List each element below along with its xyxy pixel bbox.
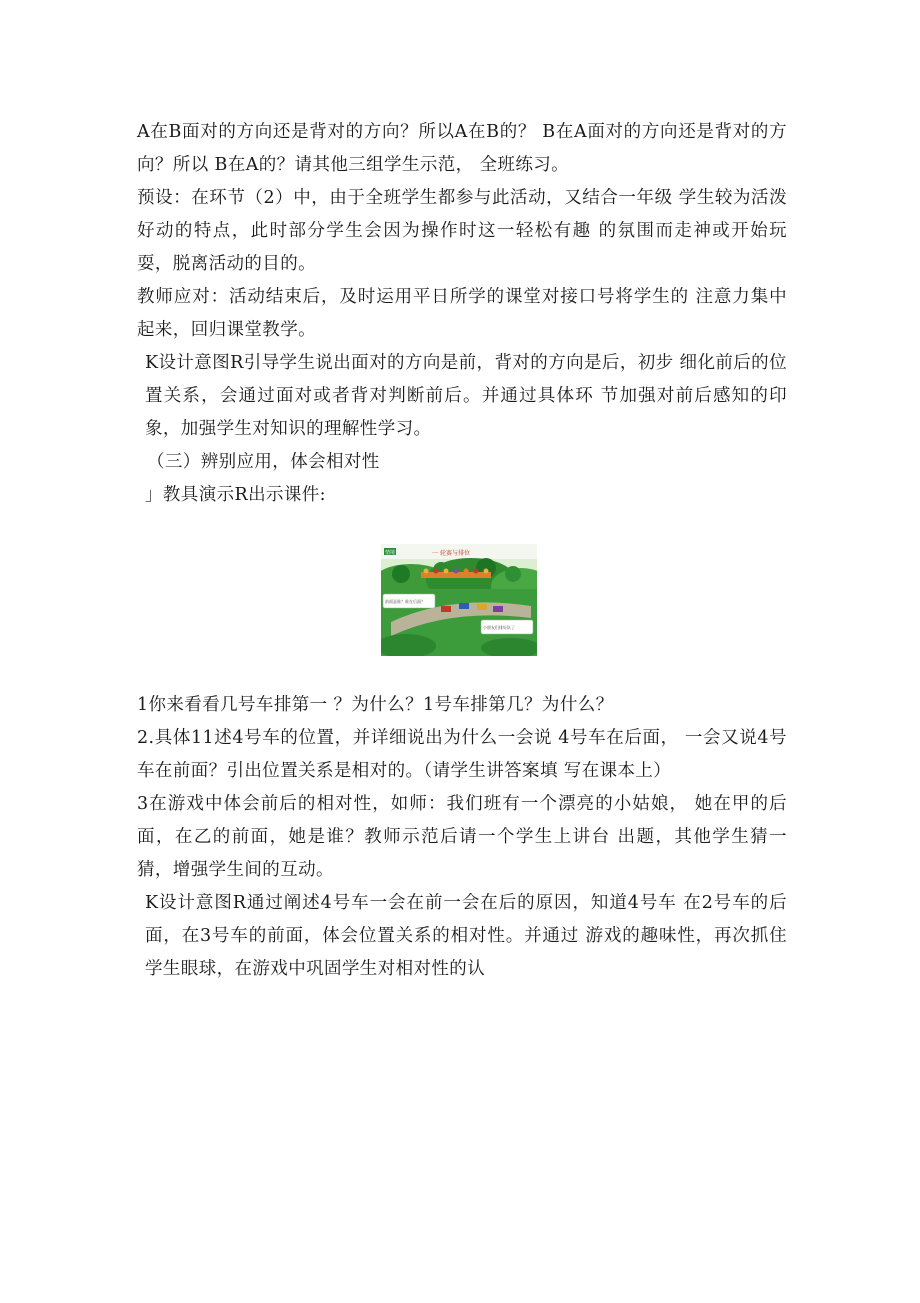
- figure-title: 一 轮赛与排位: [432, 550, 470, 557]
- text-block-bottom: [137, 689, 787, 986]
- courseware-illustration: [381, 544, 537, 656]
- badge-label: 情境: [384, 550, 396, 556]
- speech-bubble-1: 前面是谁？谁在后面？: [385, 599, 425, 604]
- speech-bubble-2: 小朋友们排好队了: [483, 625, 515, 630]
- paragraph: 」教具演示R出示课件:: [145, 485, 326, 505]
- paragraph: 预设：在环节（2）中，由于全班学生都参与此活动，又结合一年级 学生较为活泼好动的特点，此时部分学生会因为操作时这一轻松有趣 的氛围而走神或开始玩耍，脱离活动的目的。: [137, 188, 787, 274]
- question-paragraph: 3在游戏中体会前后的相对性，如师：我们班有一个漂亮的小姑娘， 她在甲的后面，在乙的前面，她是谁？教师示范后请一个学生上讲台 出题，其他学生猜一猜，增强学生间的互动。: [137, 794, 787, 880]
- design-intent-paragraph: K设计意图R通过阐述4号车一会在前一会在后的原因，知道4号车 在2号车的后面，在3号车的前面，体会位置关系的相对性。并通过 游戏的趣味性，再次抓住学生眼球，在游戏中巩固学生对相对性的认: [145, 893, 787, 979]
- paragraph: A在B面对的方向还是背对的方向？所以A在B的？ B在A面对的方向还是背对的方向？所以 B在A的？请其他三组学生示范， 全班练习。: [137, 122, 787, 175]
- race-scene-image: [381, 544, 537, 656]
- question-paragraph: 2.具体11述4号车的位置，并详细说出为什么一会说 4号车在后面， 一会又说4号车在前面？引出位置关系是相对的。（请学生讲答案填 写在课本上）: [137, 728, 787, 781]
- paragraph: 教师应对：活动结束后，及时运用平日所学的课堂对接口号将学生的 注意力集中起来，回归课堂教学。: [137, 287, 787, 340]
- question-paragraph: 1你来看看几号车排第一 ？为什么？1号车排第几？为什么？: [137, 695, 614, 715]
- design-intent-paragraph: K设计意图R引导学生说出面对的方向是前，背对的方向是后，初步 细化前后的位置关系，会通过面对或者背对判断前后。并通过具体环 节加强对前后感知的印象，加强学生对知识的理解性学习。: [145, 353, 787, 439]
- text-block-top: [137, 116, 787, 512]
- section-heading: （三）辨别应用，体会相对性: [147, 452, 380, 472]
